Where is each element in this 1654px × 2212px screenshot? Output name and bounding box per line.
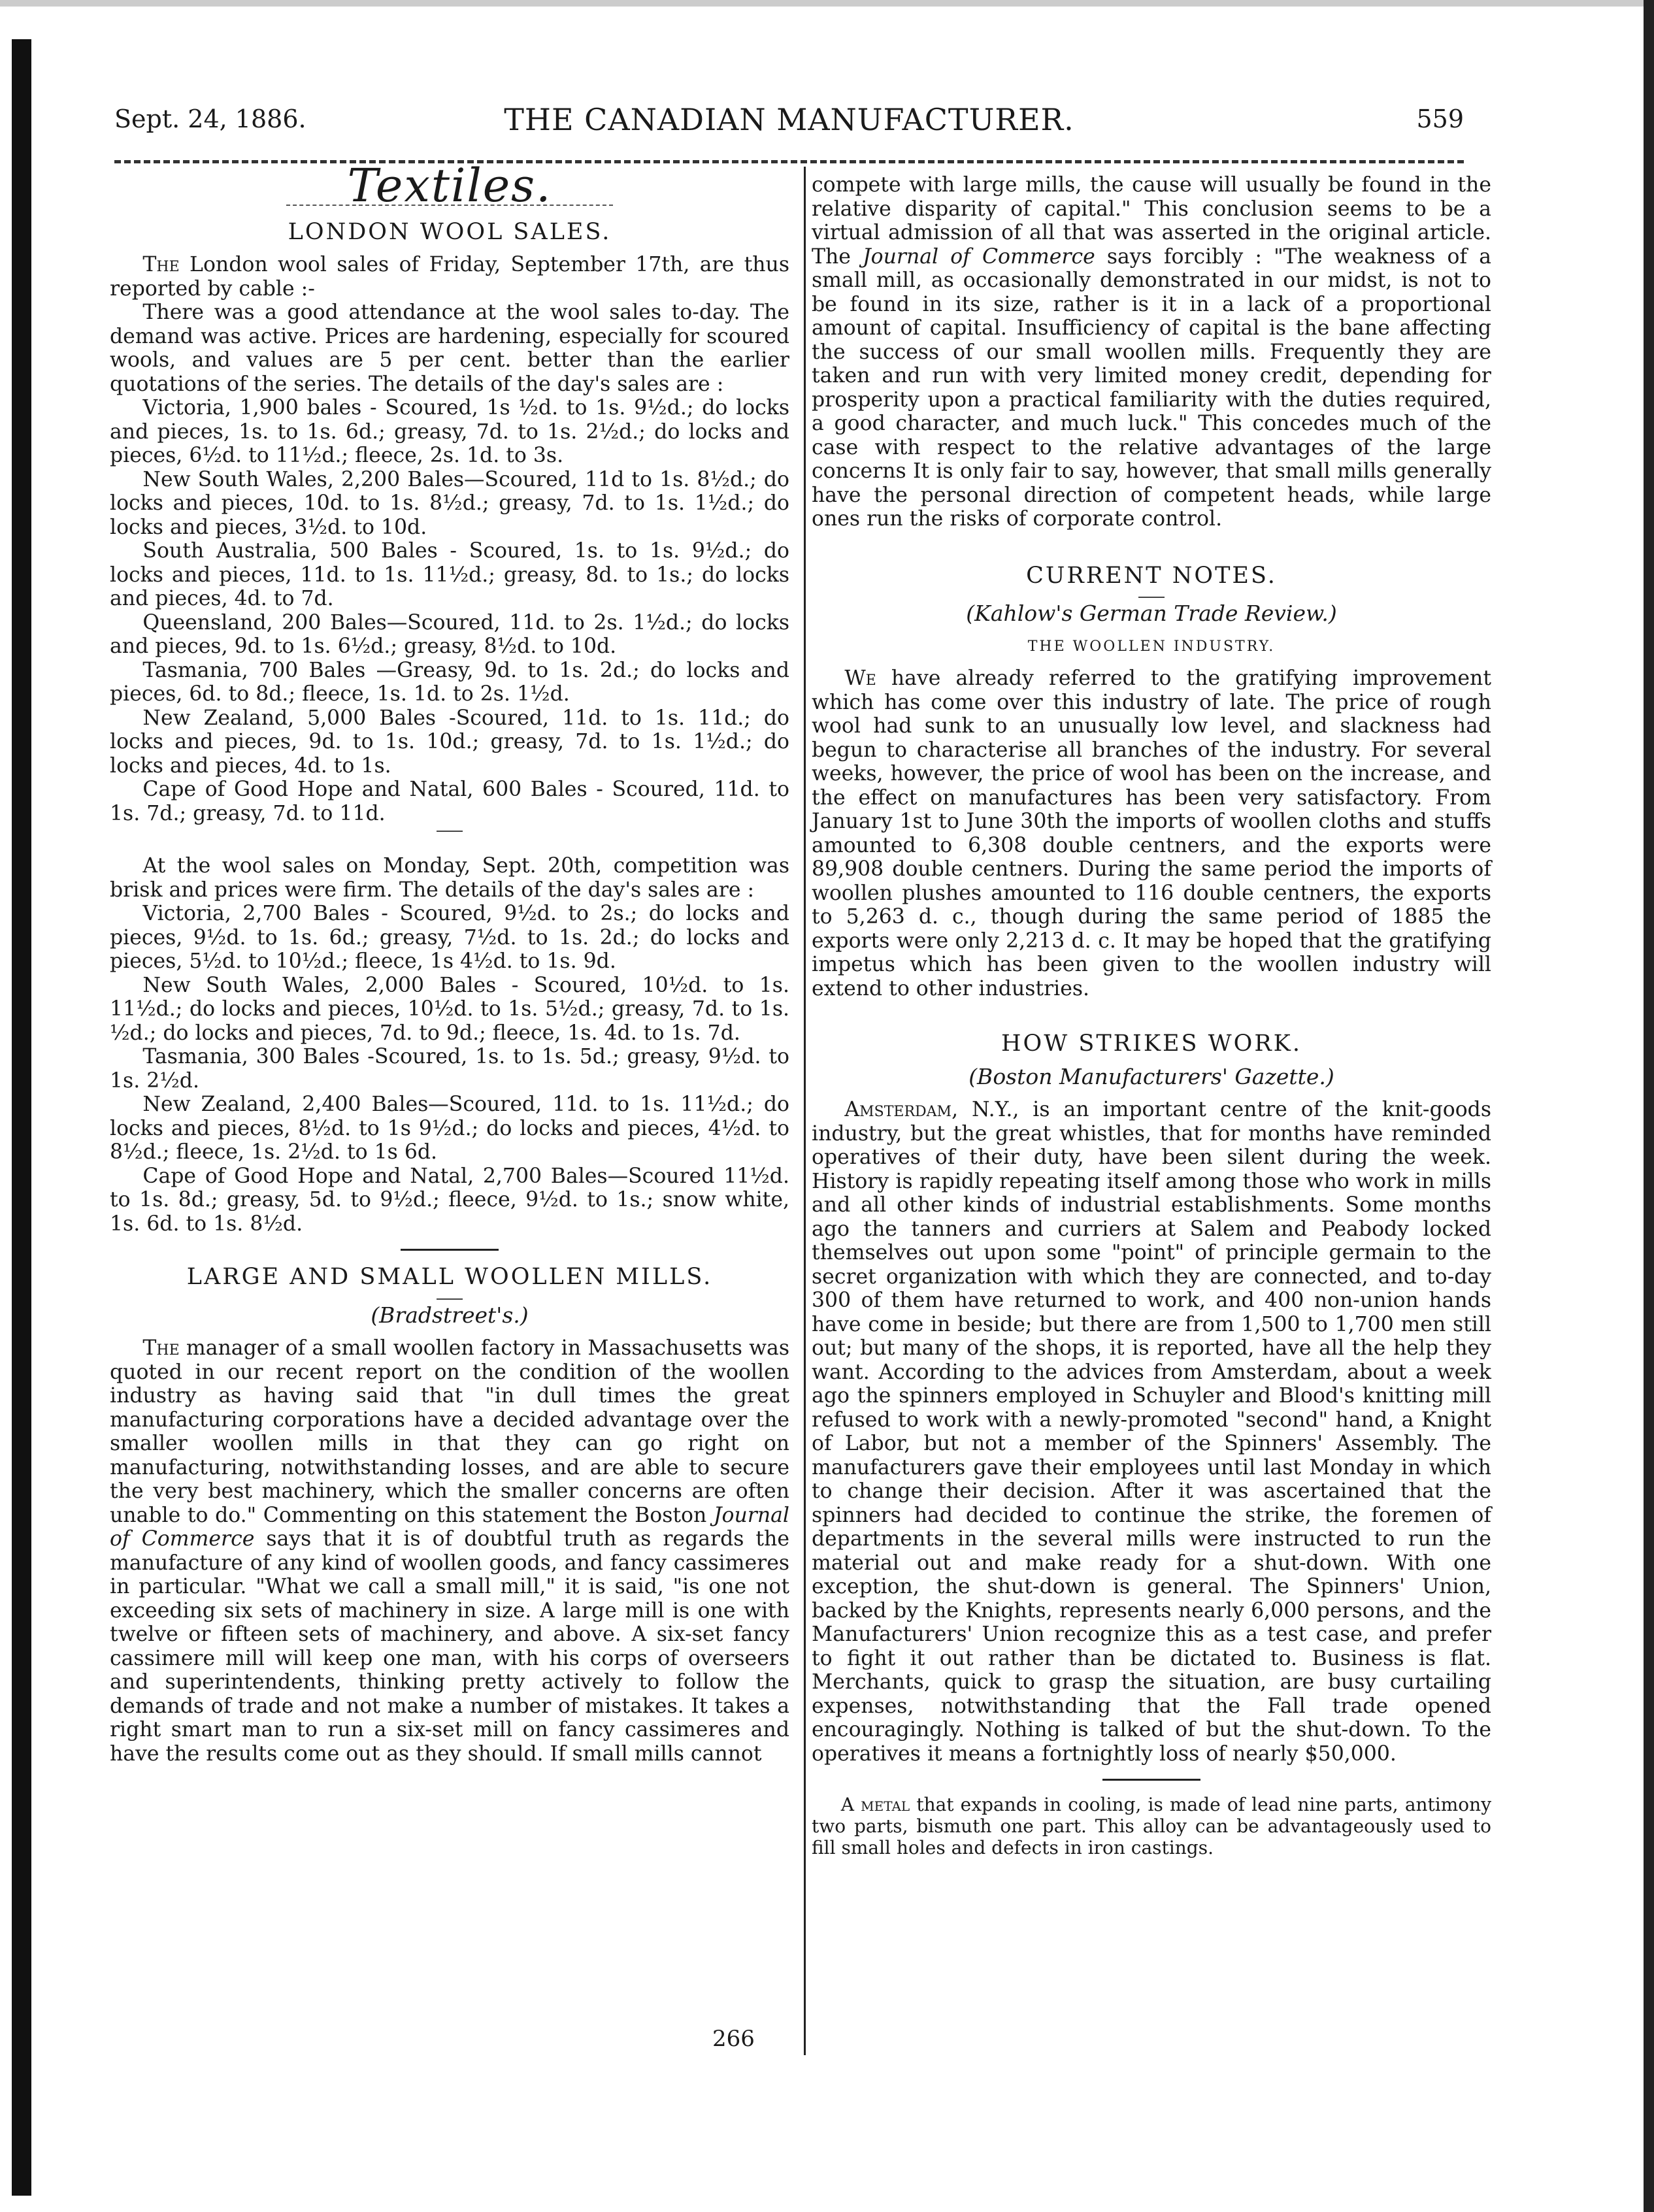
- mills-cont-journal: Journal of Commerce: [863, 244, 1095, 269]
- notes-heading: CURRENT NOTES.: [1026, 562, 1277, 589]
- metal-lead: A metal: [840, 1794, 910, 1815]
- scan-edge-top: [0, 0, 1654, 7]
- wool-sales-intro: [110, 253, 789, 301]
- header-page-number: 559: [1416, 105, 1464, 133]
- friday-end-rule: [437, 831, 463, 832]
- metal-note: [812, 1794, 1491, 1858]
- strikes-source: (Boston Manufacturers' Gazette.): [968, 1063, 1334, 1089]
- strikes-lead: Amsterdam: [844, 1098, 952, 1121]
- page-header: [114, 102, 1464, 150]
- wool-sales-heading: LONDON WOOL SALES.: [288, 218, 612, 245]
- monday-line: New South Wales, 2,000 Bales - Scoured, 10½d. to 1s. 11½d.; do locks and pieces, 10½d. to 1s. 5½d.; greasy, 7d. to 1s. ½d.; do locks and pieces, 7d. to 9d.; fleece, 1s. 4d. to 1s. 7d.: [110, 973, 789, 1045]
- friday-summary: There was a good attendance at the wool sales to-day. The demand was active. Prices are hardening, especially for scoured wools, and values are 5 per cent. better than the earlier quotations of the series. The details of the day's sales are :: [110, 301, 789, 396]
- strikes-text: , N.Y., is an important centre of the knit-goods industry, but the great whistles, that for months have reminded operatives of their duty, have been silent during the week. History is rapidly repeating itself among those who work in mills and all other kinds of industrial establishments. Some months ago the tanners and curriers at Salem and Peabody locked themselves out upon some "point" of principle germain to the secret organization with which they are connected, and to-day 300 of them have returned to work, and 400 non-union hands have come in beside; but there are from 1,500 to 1,700 men still out; but many of the shops, it is reported, have all the help they want. According to the advices from Amsterdam, about a week ago the spinners employed in Schuyler and Blood's knitting mill refused to work with a newly-promoted "second" hand, a Knight of Labor, but not a member of the Spinners' Assembly. The manufacturers gave their employees until last Monday in which to change their decision. After it was ascertained that the spinners had decided to continue the strike, the foremen of departments in the several mills were instructed to run the material out and make ready for a shut-down. With one exception, the shut-down is general. The Spinners' Union, backed by the Knights, represents nearly 6,000 persons, and the Manufacturers' Union recognize this as a test case, and prefer to fight it out rather than be dictated to. Business is flat. Merchants, quick to grasp the situation, are busy curtailing expenses, notwithstanding that the Fall trade opened encouragingly. Nothing is talked of but the shut-down. To the operatives it means a fortnightly loss of nearly $50,000.: [812, 1098, 1491, 1766]
- notes-source: (Kahlow's German Trade Review.): [966, 601, 1337, 626]
- notes-article: [812, 667, 1491, 1000]
- friday-line: South Australia, 500 Bales - Scoured, 1s. to 1s. 9½d.; do locks and pieces, 11d. to 1s. 11½d.; greasy, 8d. to 1s.; do locks and pieces, 4d. to 7d.: [110, 539, 789, 610]
- header-title: THE CANADIAN MANUFACTURER.: [504, 102, 1074, 137]
- strikes-heading: HOW STRIKES WORK.: [1001, 1031, 1302, 1057]
- metal-text: that expands in cooling, is made of lead nine parts, antimony two parts, bismuth one part. This alloy can be advantageously used to fill small holes and defects in iron castings.: [812, 1794, 1492, 1858]
- wool-intro-text: London wool sales of Friday, September 17th, are thus reported by cable :-: [110, 253, 789, 301]
- mills-article: [110, 1336, 789, 1766]
- mills-text-1: manager of a small woollen factory in Massachusetts was quoted in our recent report on the condition of the woollen industry as having said that "in dull times the great manufacturing corporations have a decided advantage over the smaller woollen mills in that they can go right on manufacturing, notwithstanding losses, and are able to secure the very best machinery, which the smaller concerns are often unable to do." Commenting on this statement the Boston: [110, 1336, 789, 1527]
- friday-line: Cape of Good Hope and Natal, 600 Bales - Scoured, 11d. to 1s. 7d.; greasy, 7d. to 11d.: [110, 778, 789, 825]
- mills-lead: The: [142, 1336, 180, 1360]
- mills-cont-text-2: says forcibly : "The weakness of a small mill, as occasionally demonstrated in our midst, is not to be found in its size, rather is it in a lack of a proportional amount of capital. Insufficiency of capital is the bane affecting the success of our small woollen mills. Frequently they are taken and run with very limited money credit, depending for prosperity upon a practical familiarity with the duties required, a good character, and much luck." This concedes much of the case with respect to the relative advantages of the large concerns It is only fair to say, however, that small mills generally have the personal direction of competent heads, while large ones run the risks of corporate control.: [812, 244, 1491, 531]
- notes-subhead: THE WOOLLEN INDUSTRY.: [1027, 638, 1276, 655]
- mills-continued: [812, 173, 1491, 531]
- wool-intro-lead: The: [142, 253, 180, 276]
- friday-line: Victoria, 1,900 bales - Scoured, 1s ½d. to 1s. 9½d.; do locks and pieces, 1s. to 1s. 6d.; greasy, 7d. to 1s. 2½d.; do locks and pieces, 6½d. to 11½d.; fleece, 2s. 1d. to 3s.: [110, 396, 789, 467]
- mills-source: (Bradstreet's.): [371, 1302, 529, 1328]
- notes-heading-rule: [1138, 597, 1165, 598]
- scan-edge-right: [1644, 0, 1654, 2212]
- monday-intro: At the wool sales on Monday, Sept. 20th, competition was brisk and prices were firm. The details of the day's sales are :: [110, 854, 789, 902]
- wool-sales-end-rule: [401, 1249, 499, 1251]
- notes-text: have already referred to the gratifying improvement which has come over this industry of late. The price of rough wool had sunk to an unusually low level, and slackness had begun to characterise all branches of the industry. For several weeks, however, the price of wool has been on the increase, and the effect on manufactures has been very satisfactory. From January 1st to June 30th the imports of woollen cloths and stuffs amounted to 6,308 double centners, and the exports were 89,908 double centners. During the same period the imports of woollen plushes amounted to 116 double centners, the exports to 5,263 d. c., though during the same period of 1885 the exports were only 2,213 d. c. It may be hoped that the gratifying impetus which has been given to the woollen industry will extend to other industries.: [812, 667, 1491, 1000]
- monday-line: Tasmania, 300 Bales -Scoured, 1s. to 1s. 5d.; greasy, 9½d. to 1s. 2½d.: [110, 1045, 789, 1093]
- notes-lead: We: [844, 667, 876, 690]
- friday-line: Queensland, 200 Bales—Scoured, 11d. to 2s. 1½d.; do locks and pieces, 9d. to 1s. 6½d.; greasy, 8½d. to 10d.: [110, 610, 789, 658]
- strikes-article: [812, 1098, 1491, 1766]
- header-rule: [114, 160, 1464, 163]
- header-date: Sept. 24, 1886.: [114, 105, 306, 133]
- friday-line: Tasmania, 700 Bales —Greasy, 9d. to 1s. 2d.; do locks and pieces, 6d. to 8d.; fleece, 1s. 1d. to 2s. 1½d.: [110, 658, 789, 706]
- strikes-end-rule: [1102, 1779, 1200, 1781]
- mills-journal: Journal of Commerce: [110, 1503, 789, 1551]
- right-column: [812, 173, 1491, 1858]
- monday-line: Cape of Good Hope and Natal, 2,700 Bales—Scoured 11½d. to 1s. 8d.; greasy, 5d. to 9½d.; fleece, 9½d. to 1s.; snow white, 1s. 6d. to 1s. 8½d.: [110, 1164, 789, 1236]
- mills-heading: LARGE AND SMALL WOOLLEN MILLS.: [186, 1264, 713, 1290]
- scan-edge-left: [12, 39, 31, 2196]
- friday-line: New Zealand, 5,000 Bales -Scoured, 11d. to 1s. 11d.; do locks and pieces, 9d. to 1s. 10d.; greasy, 7d. to 1s. 1½d.; do locks and pieces, 4d. to 1s.: [110, 706, 789, 778]
- monday-line: Victoria, 2,700 Bales - Scoured, 9½d. to 2s.; do locks and pieces, 9½d. to 1s. 6d.; greasy, 7½d. to 1s. 2d.; do locks and pieces, 5½d. to 10½d.; fleece, 1s 4½d. to 1s. 9d.: [110, 902, 789, 973]
- left-column: [110, 159, 789, 1766]
- folio-number: 266: [712, 2026, 755, 2052]
- mills-text-2: says that it is of doubtful truth as regards the manufacture of any kind of woollen goods, and fancy cassimeres in particular. "What we call a small mill," it is said, "is one not exceeding six sets of machinery in size. A large mill is one with twelve or fifteen sets of machinery, and above. A six-set fancy cassimere mill will keep one man, with his corps of overseers and superintendents, thinking pretty actively to follow the demands of trade and not make a number of mistakes. It takes a right smart man to run a six-set mill on fancy cassimeres and have the results come out as they should. If small mills cannot: [110, 1527, 789, 1766]
- monday-line: New Zealand, 2,400 Bales—Scoured, 11d. to 1s. 11½d.; do locks and pieces, 8½d. to 1s 9½d.; do locks and pieces, 4½d. to 8½d.; fleece, 1s. 2½d. to 1s 6d.: [110, 1093, 789, 1164]
- column-divider: [804, 167, 806, 2055]
- mills-heading-rule: [437, 1298, 463, 1300]
- friday-line: New South Wales, 2,200 Bales—Scoured, 11d to 1s. 8½d.; do locks and pieces, 10d. to 1s. 8½d.; greasy, 7d. to 1s. 1½d.; do locks and pieces, 3½d. to 10d.: [110, 467, 789, 539]
- mills-cont-text-1: compete with large mills, the cause will usually be found in the relative disparity of capital." This conclusion seems to be a virtual admission of all that was asserted in the original article. The: [812, 173, 1491, 269]
- section-title: Textiles.: [347, 159, 552, 212]
